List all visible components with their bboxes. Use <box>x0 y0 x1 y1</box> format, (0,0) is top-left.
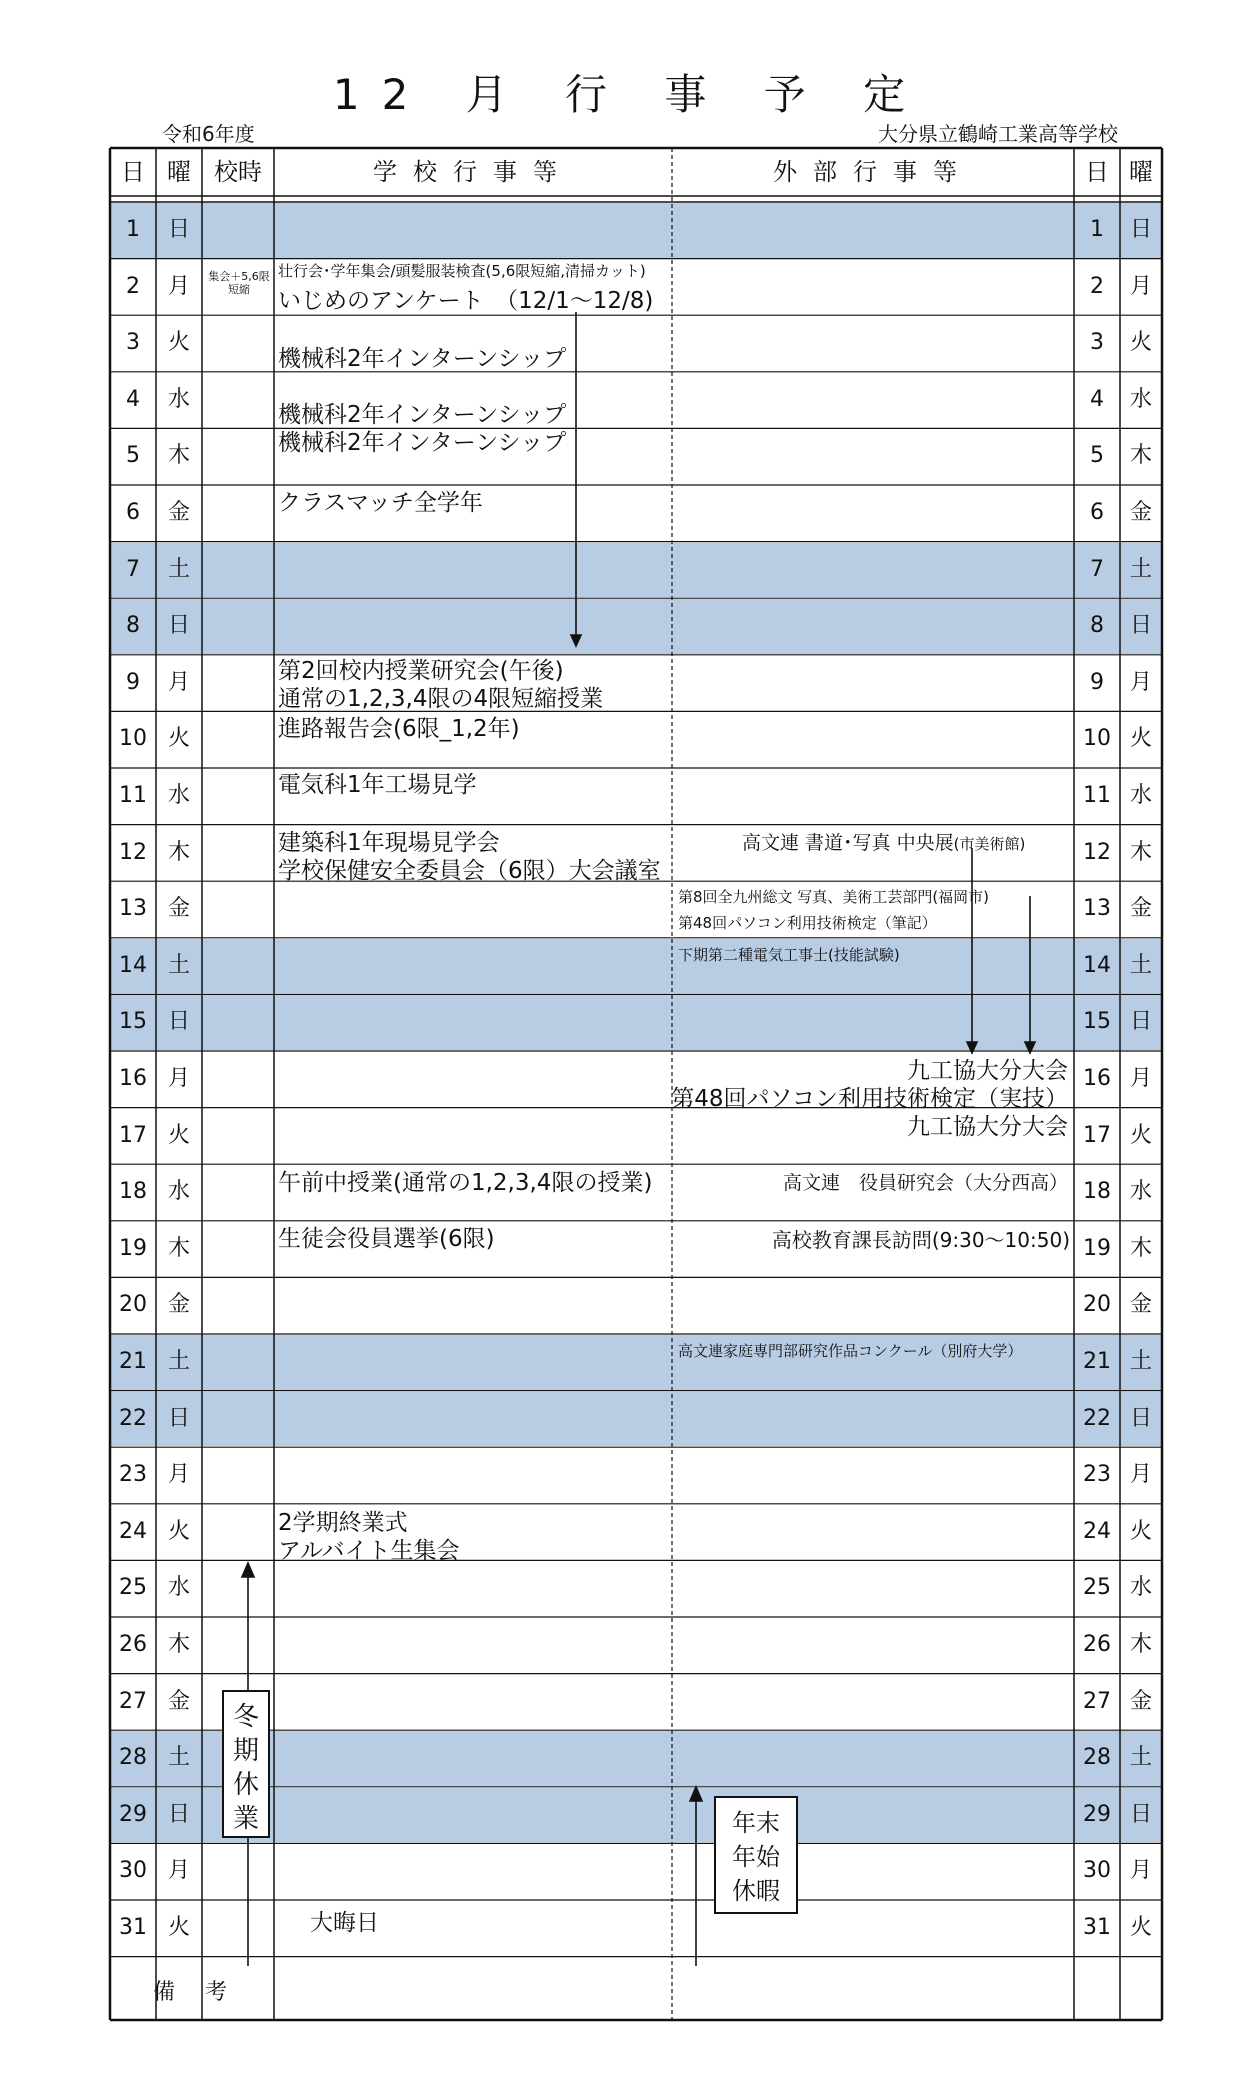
row-weekday-right: 水 <box>1129 783 1152 808</box>
external-event-d13b: 第48回パソコン利用技術検定（筆記） <box>678 914 937 932</box>
row-weekday: 日 <box>167 613 190 639</box>
row-day-right: 12 <box>1083 839 1111 865</box>
school-event-d12a: 建築科1年現場見学会 <box>278 830 500 856</box>
school-event-d10: 進路報告会(6限_1,2年) <box>278 716 520 742</box>
row-weekday: 日 <box>167 1801 190 1827</box>
row-day: 11 <box>119 783 147 808</box>
row-weekday-right: 日 <box>1129 613 1152 639</box>
row-weekday: 金 <box>167 1292 190 1318</box>
row-day-right: 5 <box>1090 443 1104 469</box>
row-day: 18 <box>119 1179 147 1205</box>
row-day-right: 15 <box>1083 1009 1111 1035</box>
row-weekday-right: 火 <box>1129 726 1152 752</box>
row-weekday-right: 木 <box>1129 1632 1152 1657</box>
row-day: 22 <box>119 1405 147 1431</box>
row-day: 16 <box>119 1066 147 1091</box>
school-event-d9b: 通常の1,2,3,4限の4限短縮授業 <box>278 686 604 712</box>
row-weekday-right: 木 <box>1129 1235 1152 1261</box>
row-day: 30 <box>119 1858 147 1884</box>
row-day: 20 <box>119 1292 147 1318</box>
row-day-right: 3 <box>1090 330 1104 356</box>
row-weekday-right: 水 <box>1129 1179 1152 1205</box>
arrow-yearend-head <box>690 1787 702 1801</box>
row-day: 25 <box>119 1575 147 1601</box>
winter-break-char: 休 <box>232 1770 259 1800</box>
external-event-d17: 九工協大分大会 <box>907 1114 1068 1140</box>
row-weekday-right: 木 <box>1129 839 1152 865</box>
winter-break-char: 業 <box>232 1804 259 1834</box>
row-day-right: 29 <box>1083 1801 1111 1827</box>
row-weekday: 月 <box>167 1066 190 1091</box>
winter-break-char: 期 <box>232 1736 259 1766</box>
row-weekday: 金 <box>167 1688 190 1714</box>
row-day: 12 <box>119 839 147 865</box>
row-weekday: 日 <box>167 217 190 242</box>
external-event-d13a-title: 第8回全九州総文 写真、美術工芸部門 <box>678 888 933 906</box>
row-day-right: 9 <box>1090 669 1104 695</box>
header-external-events: 外部行事等 <box>773 158 973 186</box>
row-weekday: 土 <box>167 1349 190 1374</box>
school-name: 大分県立鶴崎工業高等学校 <box>878 122 1118 146</box>
row-weekday: 水 <box>167 1179 190 1205</box>
row-weekday: 月 <box>167 1858 190 1884</box>
row-weekday-right: 日 <box>1129 1405 1152 1431</box>
row-day-right: 7 <box>1090 556 1104 582</box>
row-day: 23 <box>119 1462 147 1488</box>
page-title: 12 月 行 事 予 定 <box>332 70 928 119</box>
row-day-right: 2 <box>1090 273 1104 299</box>
row-day: 17 <box>119 1122 147 1148</box>
row-weekday-right: 水 <box>1129 386 1152 412</box>
row-weekday: 金 <box>167 896 190 922</box>
external-event-d16b: 第48回パソコン利用技術検定（実技） <box>671 1086 1068 1112</box>
row-weekday: 月 <box>167 669 190 695</box>
external-event-d21: 高文連家庭専門部研究作品コンクール（別府大学） <box>678 1342 1023 1360</box>
row-weekday-right: 土 <box>1129 556 1152 582</box>
row-weekday: 月 <box>167 1462 190 1488</box>
row-weekday: 水 <box>167 1575 190 1601</box>
row-day-right: 25 <box>1083 1575 1111 1601</box>
row-weekday: 土 <box>167 1745 190 1771</box>
row-day-right: 24 <box>1083 1518 1111 1544</box>
remarks-label: 備 考 <box>152 1980 231 2005</box>
school-event-d31: 大晦日 <box>310 1910 379 1936</box>
row-day-right: 14 <box>1083 952 1111 978</box>
row-day-right: 28 <box>1083 1745 1111 1771</box>
winter-break-label <box>224 1700 268 1836</box>
row-day-right: 18 <box>1083 1179 1111 1205</box>
row-weekday-right: 月 <box>1129 273 1152 299</box>
row-weekday: 火 <box>167 1122 190 1148</box>
school-event-d18: 午前中授業(通常の1,2,3,4限の授業) <box>278 1170 653 1196</box>
arrow-internship-head <box>571 635 581 646</box>
row-weekday-right: 火 <box>1129 330 1152 356</box>
row-day-right: 6 <box>1090 500 1104 525</box>
row-day: 27 <box>119 1688 147 1714</box>
row-day-right: 21 <box>1083 1349 1111 1374</box>
row-day-right: 30 <box>1083 1858 1111 1884</box>
row-weekday: 火 <box>167 726 190 752</box>
row-weekday: 火 <box>167 330 190 356</box>
row-day: 28 <box>119 1745 147 1771</box>
row-weekday-right: 火 <box>1129 1915 1152 1940</box>
row-day: 29 <box>119 1801 147 1827</box>
year-end-label-3: 休暇 <box>732 1877 780 1905</box>
year-end-box <box>714 1796 798 1914</box>
row-day-right: 19 <box>1083 1235 1111 1261</box>
row-weekday-right: 金 <box>1129 1688 1152 1714</box>
external-event-d12-place: (市美術館) <box>953 835 1026 853</box>
school-event-d9a: 第2回校内授業研究会(午後) <box>278 658 564 684</box>
row-day-right: 27 <box>1083 1688 1111 1714</box>
row-weekday: 日 <box>167 1405 190 1431</box>
school-event-d2-small: 壮行会･学年集会/頭髪服装検査(5,6限短縮,清掃カット) <box>278 262 646 280</box>
row-weekday-right: 日 <box>1129 1801 1152 1827</box>
year-end-label-1: 年末 <box>732 1809 780 1837</box>
row-weekday-right: 日 <box>1129 217 1152 242</box>
winter-break-box <box>222 1690 270 1838</box>
row-weekday: 木 <box>167 1235 190 1261</box>
row-day-right: 16 <box>1083 1066 1111 1091</box>
row-weekday-right: 月 <box>1129 669 1152 695</box>
row-day: 19 <box>119 1235 147 1261</box>
row-day-right: 26 <box>1083 1632 1111 1657</box>
external-event-d12-title: 高文連 書道･写真 中央展 <box>742 832 954 854</box>
row-weekday: 金 <box>167 500 190 525</box>
row-day-right: 20 <box>1083 1292 1111 1318</box>
row-weekday: 木 <box>167 1632 190 1657</box>
row-day: 4 <box>126 386 140 412</box>
row-day: 24 <box>119 1518 147 1544</box>
row-day: 2 <box>126 273 140 299</box>
row-weekday: 日 <box>167 1009 190 1035</box>
external-event-d19: 高校教育課長訪問(9:30～10:50) <box>771 1228 1070 1252</box>
header-weekday: 曜 <box>167 158 191 186</box>
row-weekday-right: 金 <box>1129 896 1152 922</box>
row-weekday-right: 土 <box>1129 1349 1152 1374</box>
row-weekday: 月 <box>167 273 190 299</box>
school-event-d6: クラスマッチ全学年 <box>278 490 483 516</box>
fiscal-year-label: 令和6年度 <box>162 122 255 146</box>
arrows <box>242 312 1035 1966</box>
row-weekday-right: 金 <box>1129 500 1152 525</box>
school-event-d12b: 学校保健安全委員会（6限）大会議室 <box>278 858 661 884</box>
row-day-right: 11 <box>1083 783 1111 808</box>
row-day-right: 17 <box>1083 1122 1111 1148</box>
row-weekday: 水 <box>167 386 190 412</box>
row-day: 1 <box>126 217 140 242</box>
row-day: 13 <box>119 896 147 922</box>
header-day: 日 <box>121 158 145 186</box>
row-weekday-right: 火 <box>1129 1122 1152 1148</box>
school-event-d24a: 2学期終業式 <box>278 1510 408 1536</box>
year-end-label-2: 年始 <box>732 1843 780 1871</box>
external-event-d18: 高文連 役員研究会（大分西高） <box>782 1172 1068 1194</box>
school-event-d5: 機械科2年インターンシップ <box>278 430 567 456</box>
winter-break-char: 冬 <box>232 1702 259 1732</box>
row-day: 14 <box>119 952 147 978</box>
external-event-d14: 下期第二種電気工事士(技能試験) <box>678 946 900 964</box>
header-period: 校時 <box>214 158 262 186</box>
row-day: 31 <box>119 1915 147 1940</box>
row-day-right: 31 <box>1083 1915 1111 1940</box>
external-event-d13a-place: (福岡市) <box>932 888 990 906</box>
row-weekday-right: 水 <box>1129 1575 1152 1601</box>
row-day-right: 22 <box>1083 1405 1111 1431</box>
row-weekday-right: 日 <box>1129 1009 1152 1035</box>
row-day-right: 23 <box>1083 1462 1111 1488</box>
school-event-d19: 生徒会役員選挙(6限) <box>278 1226 495 1252</box>
row-weekday-right: 月 <box>1129 1462 1152 1488</box>
row-day-right: 10 <box>1083 726 1111 752</box>
row-weekday-right: 土 <box>1129 1745 1152 1771</box>
row-day: 9 <box>126 669 140 695</box>
row-weekday: 火 <box>167 1518 190 1544</box>
row-weekday: 木 <box>167 839 190 865</box>
header-weekday-right: 曜 <box>1129 158 1153 186</box>
row-weekday-right: 月 <box>1129 1066 1152 1091</box>
row-weekday-right: 木 <box>1129 443 1152 469</box>
row-day-right: 4 <box>1090 386 1104 412</box>
row-day: 3 <box>126 330 140 356</box>
row-day: 21 <box>119 1349 147 1374</box>
row-day: 5 <box>126 443 140 469</box>
row-weekday: 水 <box>167 783 190 808</box>
row-day: 26 <box>119 1632 147 1657</box>
arrow-winter-head <box>242 1563 254 1577</box>
row-day-right: 1 <box>1090 217 1104 242</box>
row-weekday: 木 <box>167 443 190 469</box>
school-event-d3: 機械科2年インターンシップ <box>278 346 567 372</box>
row-day-right: 8 <box>1090 613 1104 639</box>
external-event-d16a: 九工協大分大会 <box>907 1058 1068 1084</box>
row-weekday-right: 金 <box>1129 1292 1152 1318</box>
row-weekday-right: 月 <box>1129 1858 1152 1884</box>
school-event-d2: いじめのアンケート （12/1～12/8) <box>278 288 654 314</box>
row-weekday: 火 <box>167 1915 190 1940</box>
row-weekday-right: 土 <box>1129 952 1152 978</box>
header-day-right: 日 <box>1085 158 1109 186</box>
row-day-right: 13 <box>1083 896 1111 922</box>
row-day: 6 <box>126 500 140 525</box>
school-event-d11: 電気科1年工場見学 <box>278 772 477 798</box>
row-day: 15 <box>119 1009 147 1035</box>
school-event-d24b: アルバイト生集会 <box>278 1538 460 1564</box>
row-weekday: 土 <box>167 952 190 978</box>
row-day: 8 <box>126 613 140 639</box>
period-note-day2: 集会＋5,6限短縮 <box>208 270 270 296</box>
row-weekday-right: 火 <box>1129 1518 1152 1544</box>
school-event-d4: 機械科2年インターンシップ <box>278 402 567 428</box>
row-day: 7 <box>126 556 140 582</box>
row-day: 10 <box>119 726 147 752</box>
row-weekday: 土 <box>167 556 190 582</box>
header-school-events: 学校行事等 <box>373 158 573 186</box>
